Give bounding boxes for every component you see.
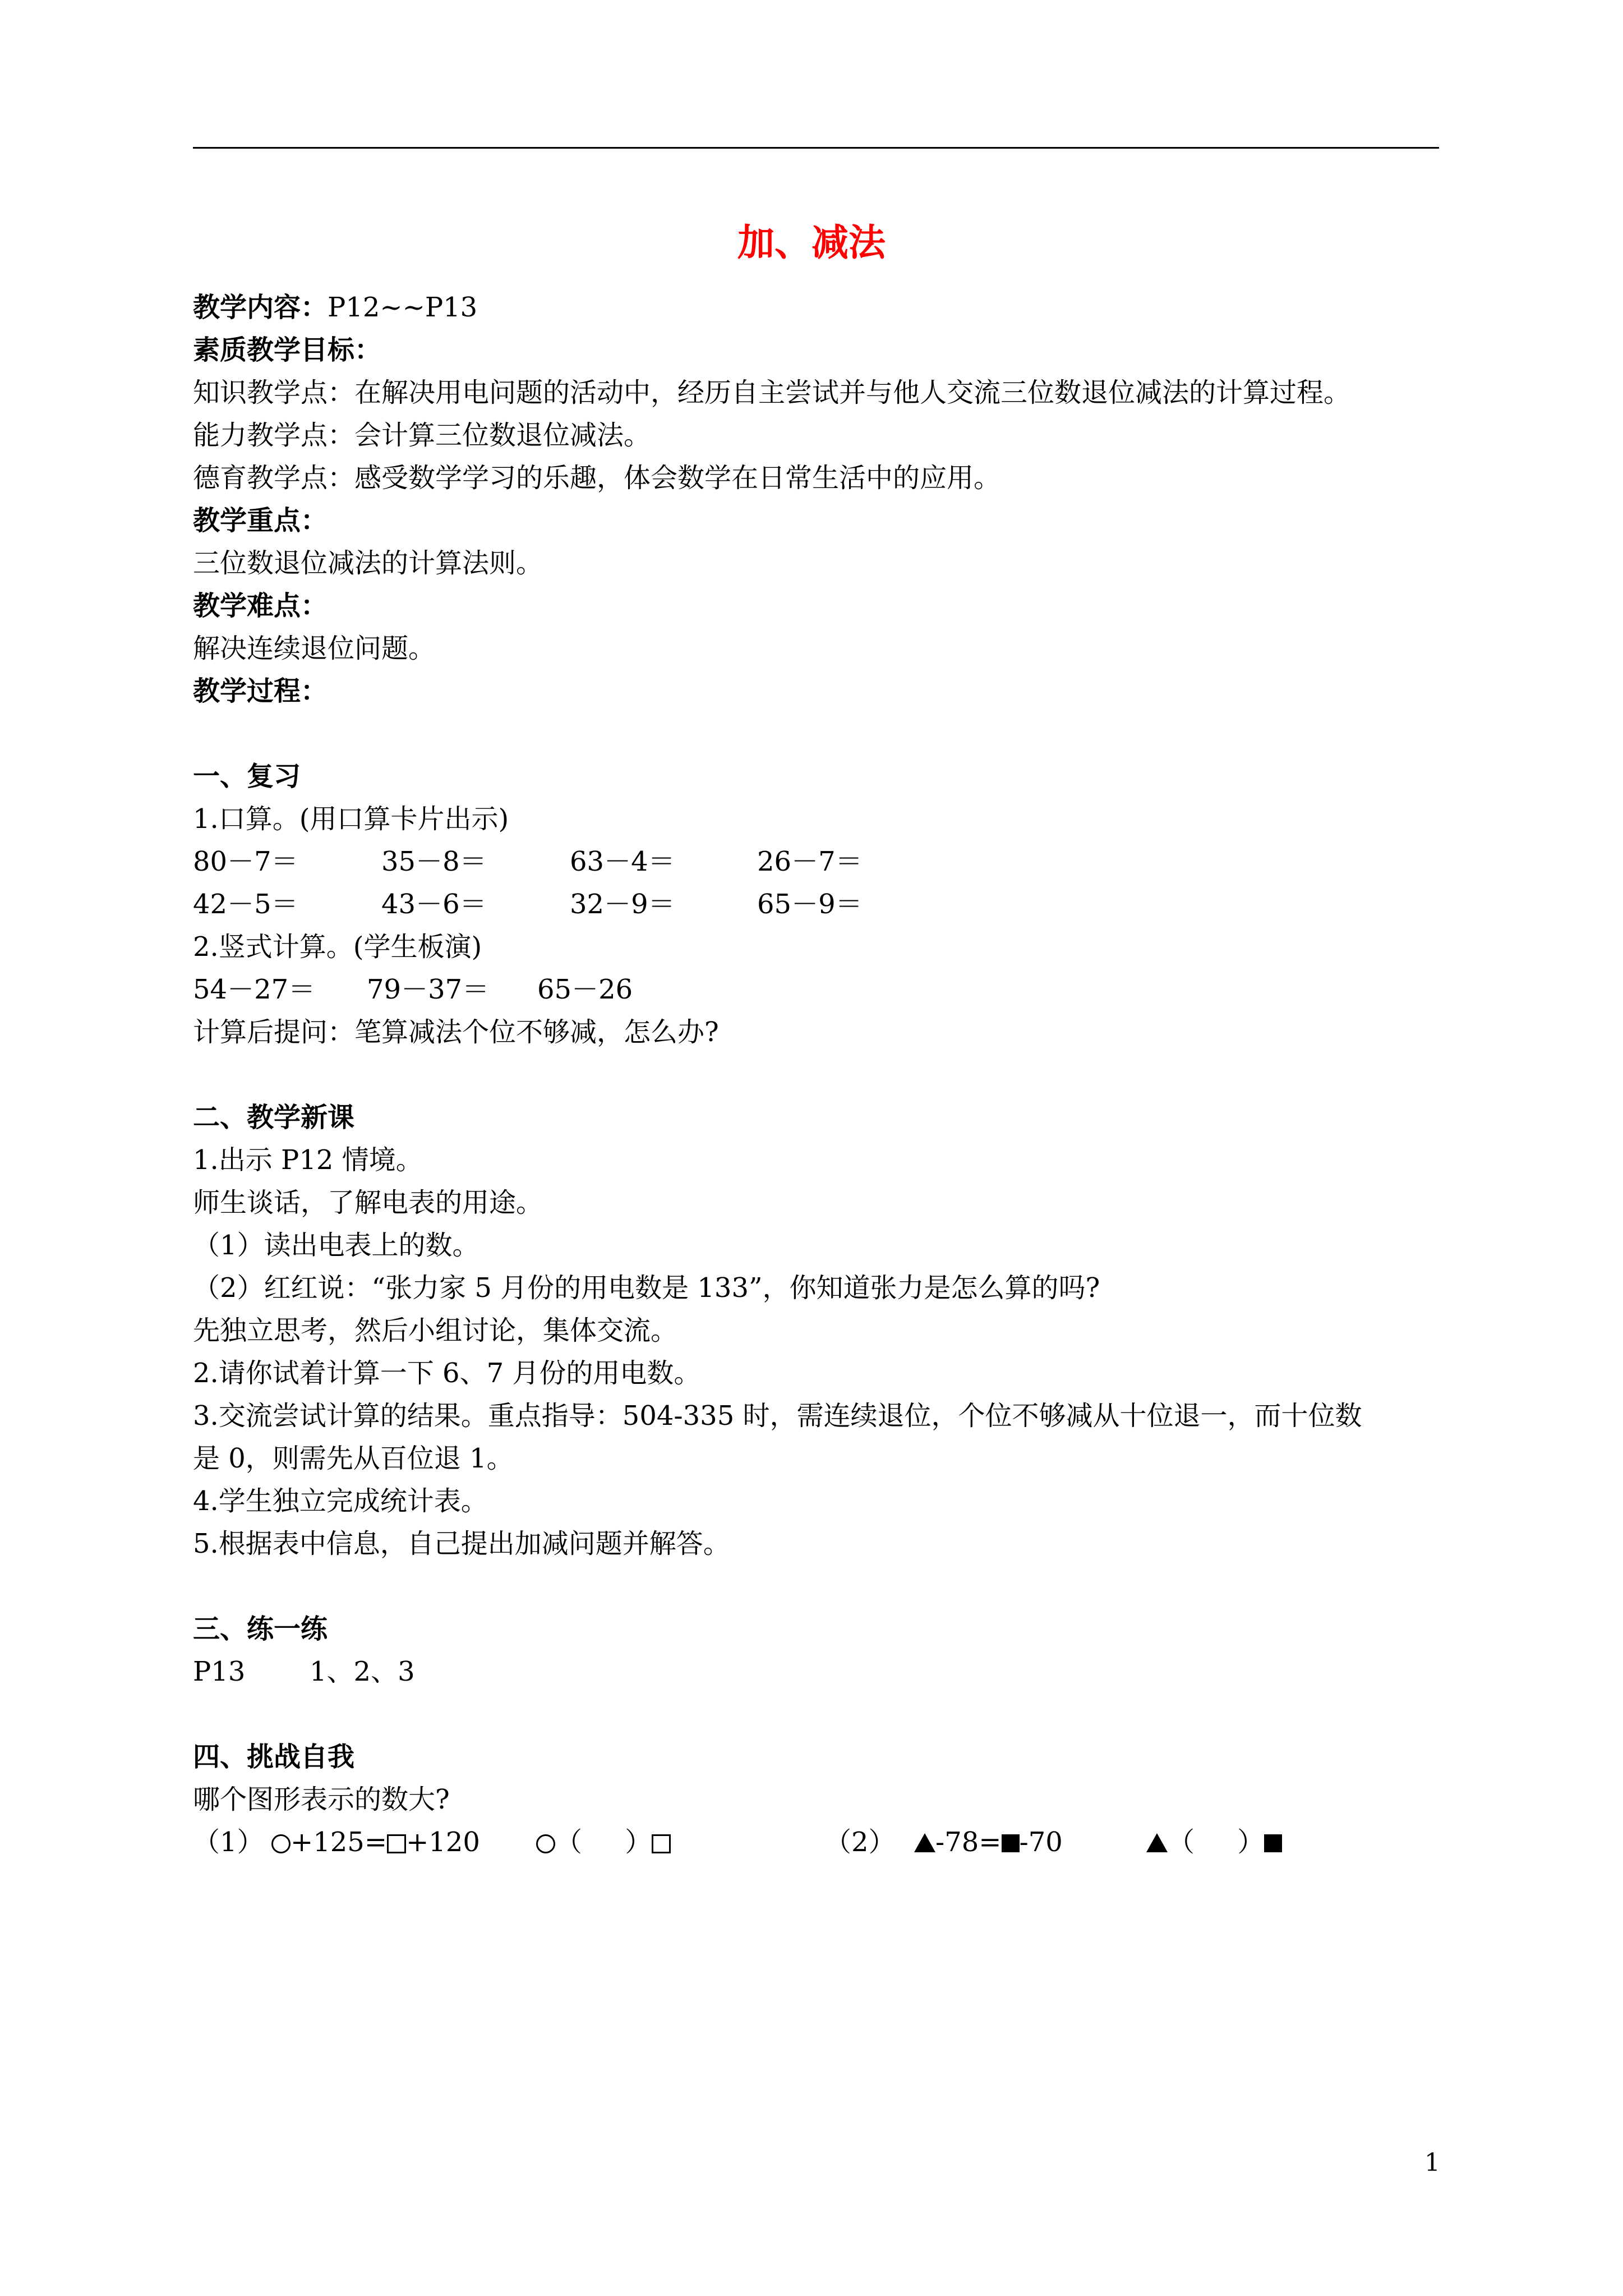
section4-heading: 四、挑战自我	[193, 1741, 355, 1773]
calc-expression: 65－26	[537, 974, 633, 1005]
lesson-line: 是 0，则需先从百位退 1。	[193, 1443, 514, 1474]
problem-1-equation: +125= +120	[271, 1821, 480, 1864]
square-filled-icon	[1002, 1834, 1020, 1852]
teaching-content-value: P12~~P13	[328, 292, 478, 323]
section2-heading: 二、教学新课	[193, 1102, 355, 1133]
calc-expression: 63－4＝	[570, 846, 675, 877]
calc-expression: 26－7＝	[757, 846, 863, 877]
problem-1-label: （1）	[193, 1826, 264, 1858]
problem-1-compare: （ ）	[536, 1821, 671, 1864]
review-question: 计算后提问：笔算减法个位不够减，怎么办?	[193, 1016, 719, 1048]
document-title: 加、减法	[737, 220, 886, 264]
calc-expression: 79－37＝	[367, 974, 490, 1005]
lesson-line: 1.出示 P12 情境。	[193, 1144, 423, 1176]
header-rule	[193, 147, 1439, 149]
section3-heading: 三、练一练	[193, 1613, 328, 1645]
problem-2-compare: （ ）	[1146, 1821, 1282, 1864]
lesson-line: （1）读出电表上的数。	[193, 1230, 479, 1261]
vertical-calc-item: 2.竖式计算。(学生板演)	[193, 931, 482, 963]
practice-items: 1、2、3	[310, 1656, 415, 1687]
lesson-line: 5.根据表中信息，自己提出加减问题并解答。	[193, 1528, 730, 1559]
lesson-line: （2）红红说：“张力家 5 月份的用电数是 133”，你知道张力是怎么算的吗?	[193, 1272, 1100, 1304]
lesson-line: 2.请你试着计算一下 6、7 月份的用电数。	[193, 1358, 701, 1389]
lesson-line: 4.学生独立完成统计表。	[193, 1485, 488, 1517]
lesson-line: 先独立思考，然后小组讨论，集体交流。	[193, 1315, 678, 1346]
problem-2-label: （2）	[824, 1826, 896, 1858]
calc-expression: 43－6＝	[381, 889, 487, 920]
problem-2-equation: -78= -70	[914, 1821, 1063, 1864]
square-outline-icon	[652, 1834, 671, 1853]
calc-expression: 65－9＝	[757, 889, 863, 920]
key-point-text: 三位数退位减法的计算法则。	[193, 547, 543, 579]
square-filled-icon	[1264, 1834, 1282, 1852]
difficulty-text: 解决连续退位问题。	[193, 633, 436, 664]
triangle-icon	[914, 1833, 935, 1852]
goals-label: 素质教学目标：	[193, 334, 382, 366]
calc-expression: 80－7＝	[193, 846, 298, 877]
triangle-icon	[1146, 1833, 1168, 1852]
page-number: 1	[1424, 2148, 1440, 2177]
circle-icon	[536, 1834, 555, 1853]
calc-expression: 42－5＝	[193, 889, 298, 920]
difficulty-label: 教学难点：	[193, 590, 328, 622]
challenge-question: 哪个图形表示的数大?	[193, 1784, 450, 1815]
square-outline-icon	[387, 1834, 406, 1853]
oral-calc-item: 1.口算。(用口算卡片出示)	[193, 803, 509, 835]
knowledge-goal: 知识教学点：在解决用电问题的活动中，经历自主尝试并与他人交流三位数退位减法的计算过程。	[193, 377, 1351, 408]
moral-goal: 德育教学点：感受数学学习的乐趣，体会数学在日常生活中的应用。	[193, 462, 1001, 494]
calc-expression: 32－9＝	[570, 889, 675, 920]
process-label: 教学过程：	[193, 675, 328, 707]
circle-icon	[271, 1834, 291, 1853]
ability-goal: 能力教学点：会计算三位数退位减法。	[193, 420, 651, 451]
calc-expression: 35－8＝	[381, 846, 487, 877]
teaching-content-label: 教学内容：	[193, 292, 328, 323]
challenge-problems	[193, 1821, 1265, 2119]
practice-page: P13	[193, 1656, 246, 1687]
calc-expression: 54－27＝	[193, 974, 316, 1005]
teaching-content-line	[193, 286, 477, 329]
lesson-line: 3.交流尝试计算的结果。重点指导：504-335 时，需连续退位，个位不够减从十位退一，而十位数	[193, 1400, 1362, 1432]
lesson-line: 师生谈话，了解电表的用途。	[193, 1187, 543, 1218]
section1-heading: 一、复习	[193, 761, 301, 792]
key-point-label: 教学重点：	[193, 505, 328, 536]
